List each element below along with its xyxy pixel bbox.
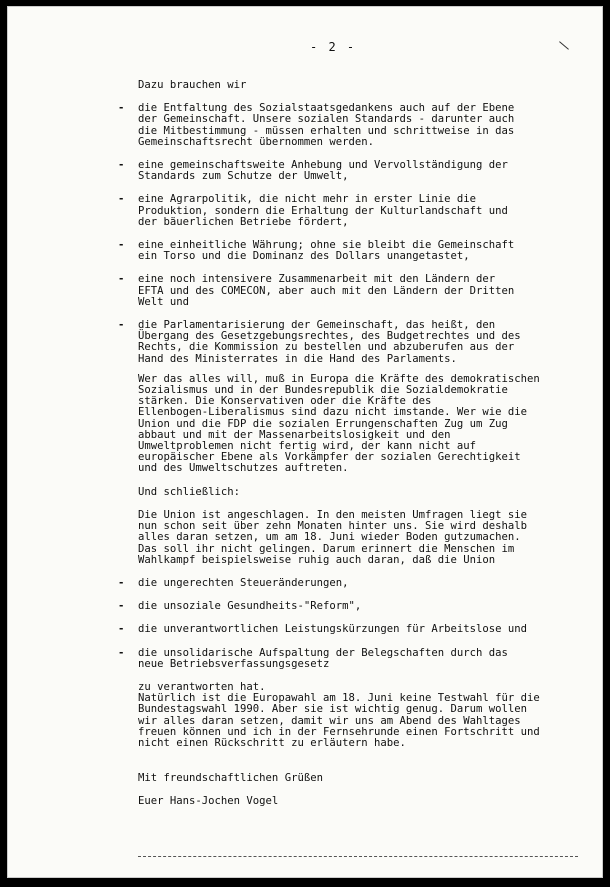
bottom-rule bbox=[138, 856, 578, 857]
list-item: - die ungerechten Steueränderungen, bbox=[118, 576, 349, 589]
list-item: - die Entfaltung des Sozialstaatsgedankens auch auf der Ebene der Gemeinschaft. Unsere sozialen Standards - darunter auch die Mitbestimmung - müssen erhalten und schrittweise in das Gemeinschaftsrecht übernommen werden. bbox=[118, 102, 515, 148]
scan-mark bbox=[559, 41, 569, 49]
body-paragraph: zu verantworten hat. Natürlich ist die Europawahl am 18. Juni keine Testwahl für die Bundestagswahl 1990. Aber sie ist wichtig genug. Darum wollen wir alles daran setzen, damit wir uns am Abend des Wahltages freuen können und ich in der Fernsehrunde einen Fortschritt und nicht einen Rückschritt zu erläutern habe. bbox=[138, 680, 540, 749]
letter-body bbox=[118, 79, 576, 808]
body-paragraph: Die Union ist angeschlagen. In den meisten Umfragen liegt sie nun schon seit über zehn Monaten hinter uns. Sie wird deshalb alles daran setzen, um am 18. Juni wieder Boden gutzumachen. Das soll ihr nicht gelingen. Darum erinnert die Menschen im Wahlkampf beispielsweise ruhig auch daran, daß die Union bbox=[138, 508, 528, 566]
body-paragraph: Wer das alles will, muß in Europa die Kräfte des demokratischen Sozialismus und in der Bundesrepublik die Sozialdemokratie stärken. Die Konservativen oder die Kräfte des Ellenbogen-Liberalismus sind dazu nicht imstande. Wer wie die Union und die FDP die sozialen Errungenschaften Zug um Zug abbaut und mit der Massenarbeitslosigkeit und den Umweltproblemen nicht fertig wird, der kann nicht auf europäischer Ebene als Vorkämpfer der sozialen Gerechtigkeit und des Umweltschutzes auftreten. bbox=[138, 372, 540, 475]
demands-list bbox=[118, 102, 576, 365]
list-item: - die unverantwortlichen Leistungskürzungen für Arbeitslose und bbox=[118, 623, 528, 636]
list-item: - eine Agrarpolitik, die nicht mehr in erster Linie die Produktion, sondern die Erhaltung der Kulturlandschaft und der bäuerlichen Betriebe fördert, bbox=[118, 193, 508, 228]
list-item: - eine gemeinschaftsweite Anhebung und Vervollständigung der Standards zum Schutze der Umwelt, bbox=[118, 159, 508, 183]
signature-line: Euer Hans-Jochen Vogel bbox=[138, 795, 279, 808]
closing-line: Mit freundschaftlichen Grüßen bbox=[138, 772, 323, 785]
intro-line: Dazu brauchen wir bbox=[138, 79, 247, 91]
page-number: - 2 - bbox=[310, 40, 357, 54]
list-item: - eine noch intensivere Zusammenarbeit mit den Ländern der EFTA und des COMECON, aber auch mit den Ländern der Dritten Welt und bbox=[118, 273, 515, 308]
union-record-list bbox=[118, 576, 576, 670]
list-item: - die unsoziale Gesundheits-"Reform", bbox=[118, 600, 362, 613]
list-item: - eine einheitliche Währung; ohne sie bleibt die Gemeinschaft ein Torso und die Dominanz des Dollars unangetastet, bbox=[118, 239, 515, 263]
list-item: - die Parlamentarisierung der Gemeinschaft, das heißt, den Übergang des Gesetzgebungsrechtes, des Budgetrechtes und des Rechts, die Kommission zu bestellen und abzuberufen aus der Hand des Ministerrates in die Hand des Parlaments. bbox=[118, 319, 521, 365]
list-item: - die unsolidarische Aufspaltung der Belegschaften durch das neue Betriebsverfassungsgesetz bbox=[118, 646, 508, 670]
section-lead: Und schließlich: bbox=[138, 485, 241, 498]
